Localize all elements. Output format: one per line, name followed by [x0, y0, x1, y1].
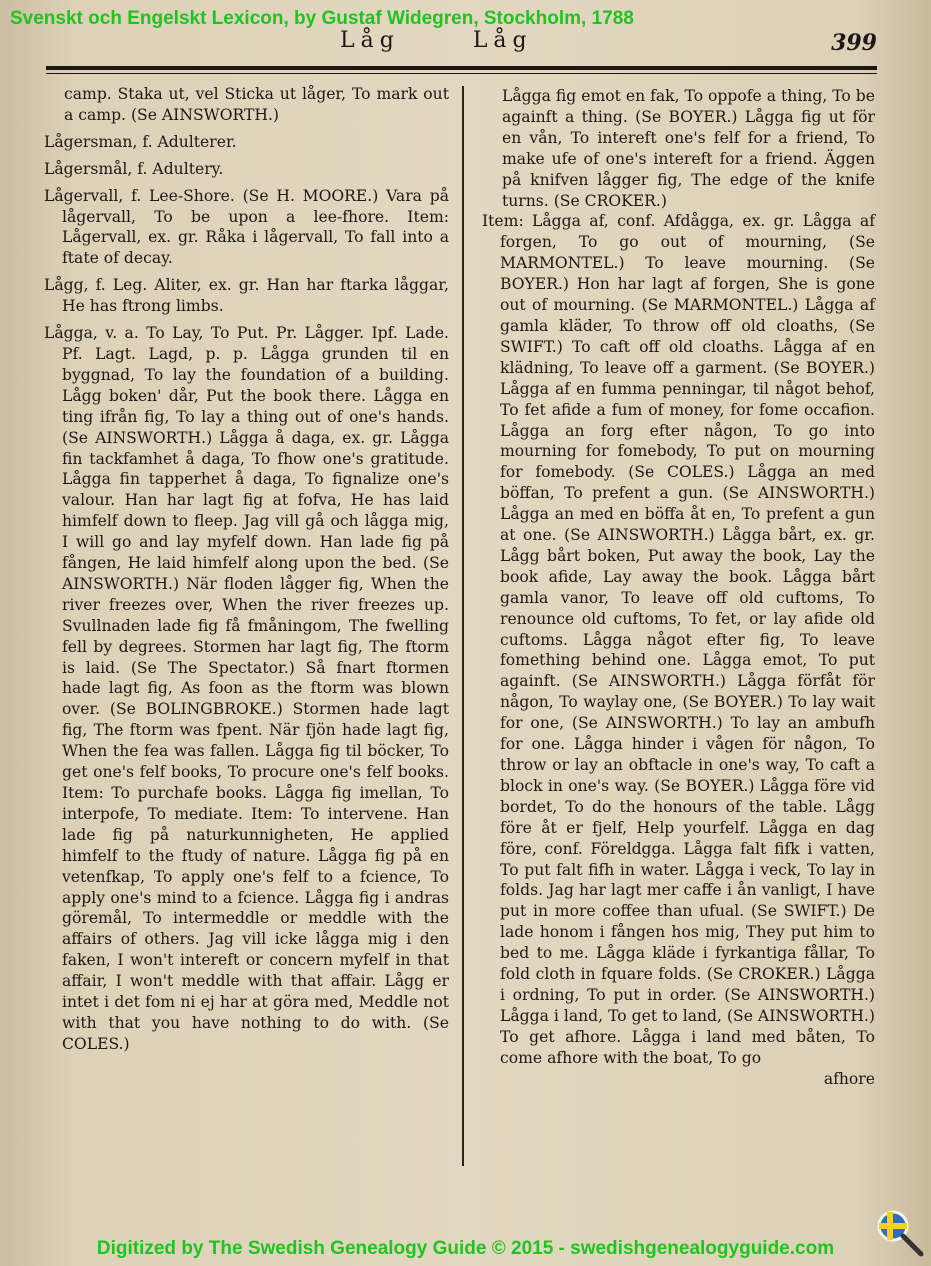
- bottom-watermark: Digitized by The Swedish Genealogy Guide © 2015 - swedishgenealogyguide.com: [96, 1238, 835, 1259]
- running-head-left: Låg: [340, 28, 400, 53]
- entry-continuation: camp. Staka ut, vel Sticka ut låger, To mark out a camp. (Se AINSWORTH.): [64, 85, 449, 124]
- catchword: afhore: [823, 1069, 875, 1088]
- entry-lagga: Lågga, v. a. To Lay, To Put. Pr. Lågger. Ipf. Lade. Pf. Lagt. Lagd, p. p. Lågga grunden til en byggnad, To lay the foundation of a building. Lågg boken' dår, Put the book there. Lågga en ting ifrån fig, To lay a thing out of one's hands. (Se AINSWORTH.) Lågga å daga, ex. gr. Lågga fin tackfamhet å daga, To fhow one's gratitude. Lågga fin tapperhet å daga, To fignalize one's valour. Han har lagt fig at fofva, He has laid himfelf down to fleep. Jag vill gå och lågga mig, I will go and lay myfelf down. Han lade fig på fången, He laid himfelf along upon the bed. (Se AINSWORTH.) När floden lågger fig, When the river freezes over, When the river freezes up. Svullnaden lade fig få fmåningom, The fwelling fell by degrees. Stormen har lagt fig, The ftorm is laid. (Se The Spectator.) Så fnart ftormen hade lagt fig, As foon as the ftorm was blown over. (Se BOLINGBROKE.) Stormen hade lagt fig, The ftorm was fpent. När fjön hade lagt fig, When the fea was fallen. Lågga fig til böcker, To get one's felf books, To procure one's felf books. Item: To purchafe books. Lågga fig imellan, To interpofe, To mediate. Item: To intervene. Han lade fig på naturkunnigheten, He applied himfelf to the ftudy of nature. Lågga fig på en vetenfkap, To apply one's felf to a fcience, To apply one's mind to a fcience. Lågga fig i andras göremål, To intermeddle or meddle with the affairs of others. Jag vill icke lågga mig i den faken, I won't intereft or concern myfelf in that affair, I won't meddle with that affair. Lågg er intet i det fom ni ej har at göra med, Meddle not with that you have nothing to do with. (Se COLES.): [44, 324, 449, 1053]
- entry-lagg: Lågg, f. Leg. Aliter, ex. gr. Han har ftarka låggar, He has ftrong limbs.: [44, 276, 449, 316]
- header-rule-thin: [46, 73, 877, 74]
- entry-lagga-af: Item: Lågga af, conf. Afdågga, ex. gr. Lågga af forgen, To go out of mourning, (Se MARMONTEL.) To leave mourning. (Se BOYER.) Hon har lagt af forgen, She is gone out of mourning. (Se MARMONTEL.) Lågga af gamla kläder, To throw off old cloaths, (Se SWIFT.) To caft off old cloaths. Lågga af en klädning, To leave off a garment. (Se BOYER.) Lågga af en fumma penningar, til något behof, To fet afide a fum of money, for fome occafion. Lågga an forg efter någon, To go into mourning for fomebody, To put on mourning for fomebody. (Se COLES.) Lågga an med böffan, To prefent a gun. (Se AINSWORTH.) Lågga an med en böffa åt en, To prefent a gun at one. (Se AINSWORTH.) Lågga bårt, ex. gr. Lågg bårt boken, Put away the book, Lay the book afide, Lay away the book. Lågga bårt gamla vanor, To leave off old cuftoms, To renounce old cuftoms, To fet, or lay afide old cuftoms. Lågga något efter fig, To leave fomething behind one. Lågga emot, To put againft. (Se AINSWORTH.) Lågga förfåt för någon, To waylay one, (Se BOYER.) To lay wait for one, (Se AINSWORTH.) To lay an ambufh for one. Lågga hinder i vågen för någon, To throw or lay an obftacle in one's way, To caft a block in one's way. (Se BOYER.) Lågga före vid bordet, To do the honours of the table. Lågg före åt er fjelf, Help yourfelf. Lågga en dag före, conf. Föreldgga. Lågga falt fifk i vatten, To put falt fifh in water. Lågga i veck, To lay in folds. Jag har lagt mer caffe i ån vanligt, I have put in more coffee than ufual. (Se SWIFT.) De lade honom i fången hos mig, They put him to bed to me. Lågga kläde i fyrkantiga fållar, To fold cloth in fquare folds. (Se CROKER.) Lågga i ordning, To put in order. (Se AINSWORTH.) Lågga i land, To get to land, (Se AINSWORTH.) To get afhore. Lågga i land med båten, To come afhore with the boat, To go: [482, 212, 875, 1067]
- top-watermark: Svenskt och Engelskt Lexicon, by Gustaf Widegren, Stockholm, 1788: [10, 8, 634, 29]
- right-column: [482, 86, 875, 1096]
- left-column: [44, 84, 449, 1061]
- entry-lagersman: Lågersman, f. Adulterer.: [44, 132, 237, 151]
- page-number: 399: [831, 30, 877, 56]
- header-rule: [46, 66, 877, 70]
- magnifier-flag-icon: [875, 1208, 925, 1258]
- running-head-right: Låg: [472, 28, 533, 53]
- entry-lagervall: Lågervall, f. Lee-Shore. (Se H. MOORE.) Vara på lågervall, To be upon a lee-fhore. Item: Lågervall, ex. gr. Råka i lågervall, To fall into a ftate of decay.: [44, 186, 449, 268]
- running-head: [340, 28, 593, 53]
- column-divider: [462, 86, 464, 1166]
- entry-lagga-continued: Lågga fig emot en fak, To oppofe a thing, To be againft a thing. (Se BOYER.) Lågga fig ut för en vån, To intereft one's felf for a friend, To make ufe of one's intereft for a friend. Äggen på knifven lågger fig, The edge of the knife turns. (Se CROKER.): [502, 87, 875, 210]
- entry-lagersmal: Lågersmål, f. Adultery.: [44, 159, 224, 178]
